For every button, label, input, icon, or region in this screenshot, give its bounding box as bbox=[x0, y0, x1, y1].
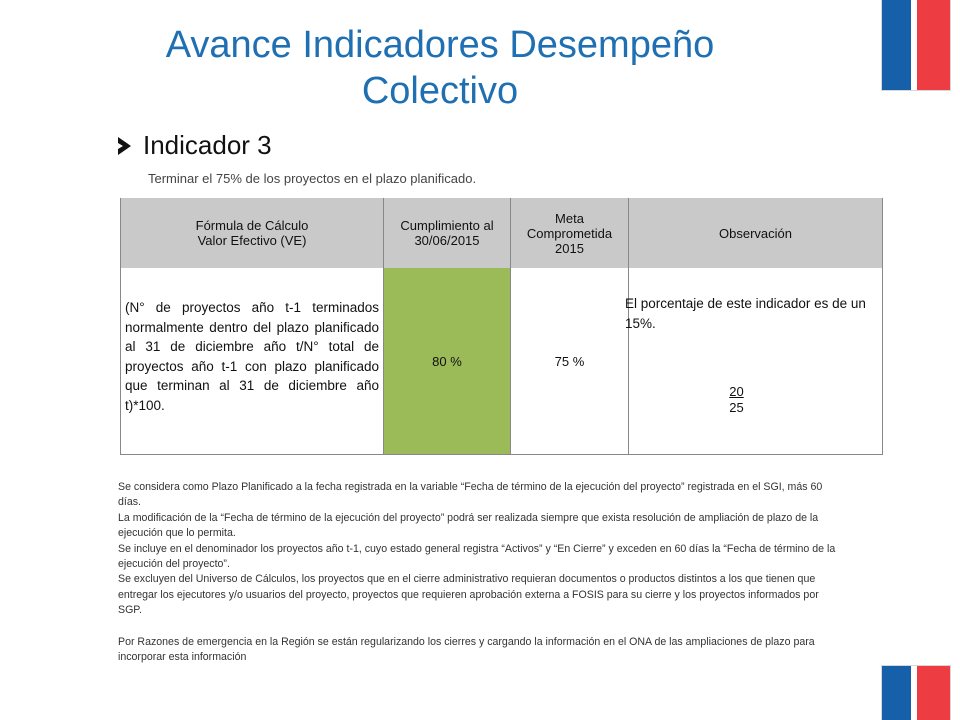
fraction-numerator: 20 bbox=[729, 384, 744, 399]
note-3: Se incluye en el denominador los proyectos año t-1, cuyo estado general registra “Activos” y “En Cierre” y exceden en 60 días la “Fecha de término de la ejecución del proyecto”. bbox=[118, 542, 836, 571]
page-title-line2: Colectivo bbox=[361, 70, 519, 112]
cell-formula: (N° de proyectos año t-1 terminados normalmente dentro del plazo planificado al 31 de diciembre año t/N° total de proyectos año t-1 con plazo planificado que terminan al 31 de diciembre año t)*100. bbox=[121, 268, 384, 455]
closing-note: Por Razones de emergencia en la Región se están regularizando los cierres y cargando la información en el ONA de las ampliaciones de plazo para incorporar esta información bbox=[118, 635, 815, 664]
flag-decoration-bottom bbox=[882, 666, 950, 720]
header-observacion: Observación bbox=[629, 198, 883, 268]
header-cumplimiento: Cumplimiento al 30/06/2015 bbox=[384, 198, 511, 268]
fraction-denominator: 25 bbox=[729, 400, 744, 415]
page-title-line1: Avance Indicadores Desempeño bbox=[165, 24, 715, 66]
indicator-description: Terminar el 75% de los proyectos en el plazo planificado. bbox=[148, 171, 477, 186]
observacion-fraction bbox=[629, 384, 844, 416]
indicator-table bbox=[120, 198, 883, 455]
note-1: Se considera como Plazo Planificado a la fecha registrada en la variable “Fecha de término de la ejecución del proyecto” registrada en el SGI, más 60 días. bbox=[118, 481, 823, 509]
arrow-bullet-icon bbox=[118, 137, 131, 155]
observacion-text: El porcentaje de este indicador es de un 15%. bbox=[625, 296, 866, 331]
indicator-heading bbox=[118, 130, 272, 161]
table-header-row bbox=[121, 198, 883, 268]
header-meta: Meta Comprometida 2015 bbox=[511, 198, 629, 268]
note-2: La modificación de la “Fecha de término de la ejecución del proyecto” podrá ser realizada siempre que exista resolución de ampliación de plazo de la ejecución que lo permita. bbox=[118, 511, 819, 540]
page-title bbox=[80, 22, 800, 114]
cell-cumplimiento: 80 % bbox=[384, 268, 511, 455]
cell-observacion bbox=[625, 268, 883, 455]
flag-decoration-top bbox=[882, 0, 950, 90]
notes-section bbox=[118, 480, 838, 665]
note-4: Se excluyen del Universo de Cálculos, los proyectos que en el cierre administrativo requieran documentos o productos distintos a los que tienen que entregar los ejecutores y/o usuarios del proyecto, proyectos que requieren aprobación externa a FOSIS para su cierre y los proyectos informados por SGP. bbox=[118, 573, 819, 617]
cell-meta: 75 % bbox=[511, 268, 629, 455]
indicator-heading-text: Indicador 3 bbox=[143, 130, 272, 160]
header-formula: Fórmula de Cálculo Valor Efectivo (VE) bbox=[121, 198, 384, 268]
table-row bbox=[121, 268, 883, 455]
